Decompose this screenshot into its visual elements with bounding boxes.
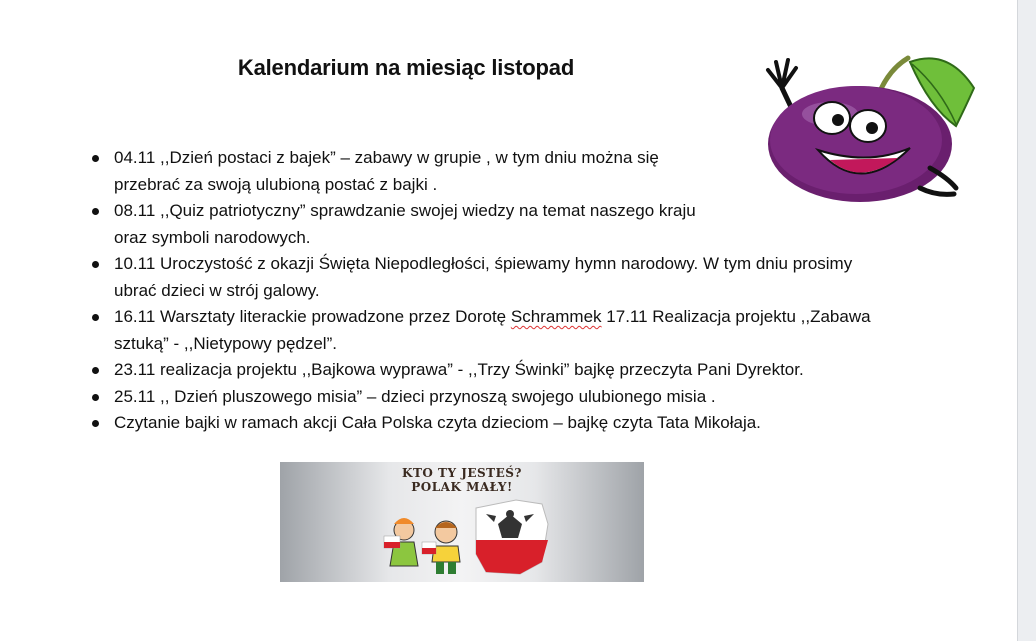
spellcheck-word[interactable]: Schrammek xyxy=(510,307,602,326)
list-item: 04.11 ,,Dzień postaci z bajek” – zabawy w grupie , w tym dniu można się przebrać za swoją ulubioną postać z bajki . xyxy=(92,145,952,198)
poster-line-1: KTO TY JESTEŚ? xyxy=(402,466,522,480)
list-item: 10.11 Uroczystość z okazji Święta Niepodległości, śpiewamy hymn narodowy. W tym dniu prosimy ubrać dzieci w strój galowy. xyxy=(92,251,952,304)
poster-image xyxy=(280,462,644,582)
poster-line-2: POLAK MAŁY! xyxy=(411,480,513,494)
list-item: 23.11 realizacja projektu ,,Bajkowa wyprawa” - ,,Trzy Świnki” bajkę przeczyta Pani Dyrektor. xyxy=(92,357,952,384)
list-item: 25.11 ,, Dzień pluszowego misia” – dzieci przynoszą swojego ulubionego misia . xyxy=(92,384,952,411)
page-edge xyxy=(1017,0,1036,641)
page-title: Kalendarium na miesiąc listopad xyxy=(237,55,575,80)
list-item: 16.11 Warsztaty literackie prowadzone przez Dorotę Schrammek 17.11 Realizacja projektu ,,Zabawa sztuką” - ,,Nietypowy pędzel”. xyxy=(92,304,952,357)
list-item: Czytanie bajki w ramach akcji Cała Polska czyta dzieciom – bajkę czyta Tata Mikołaja. xyxy=(92,410,952,437)
list-item: 08.11 ,,Quiz patriotyczny” sprawdzanie swojej wiedzy na temat naszego kraju oraz symboli narodowych. xyxy=(92,198,952,251)
plum-mascot-illustration xyxy=(760,48,980,203)
